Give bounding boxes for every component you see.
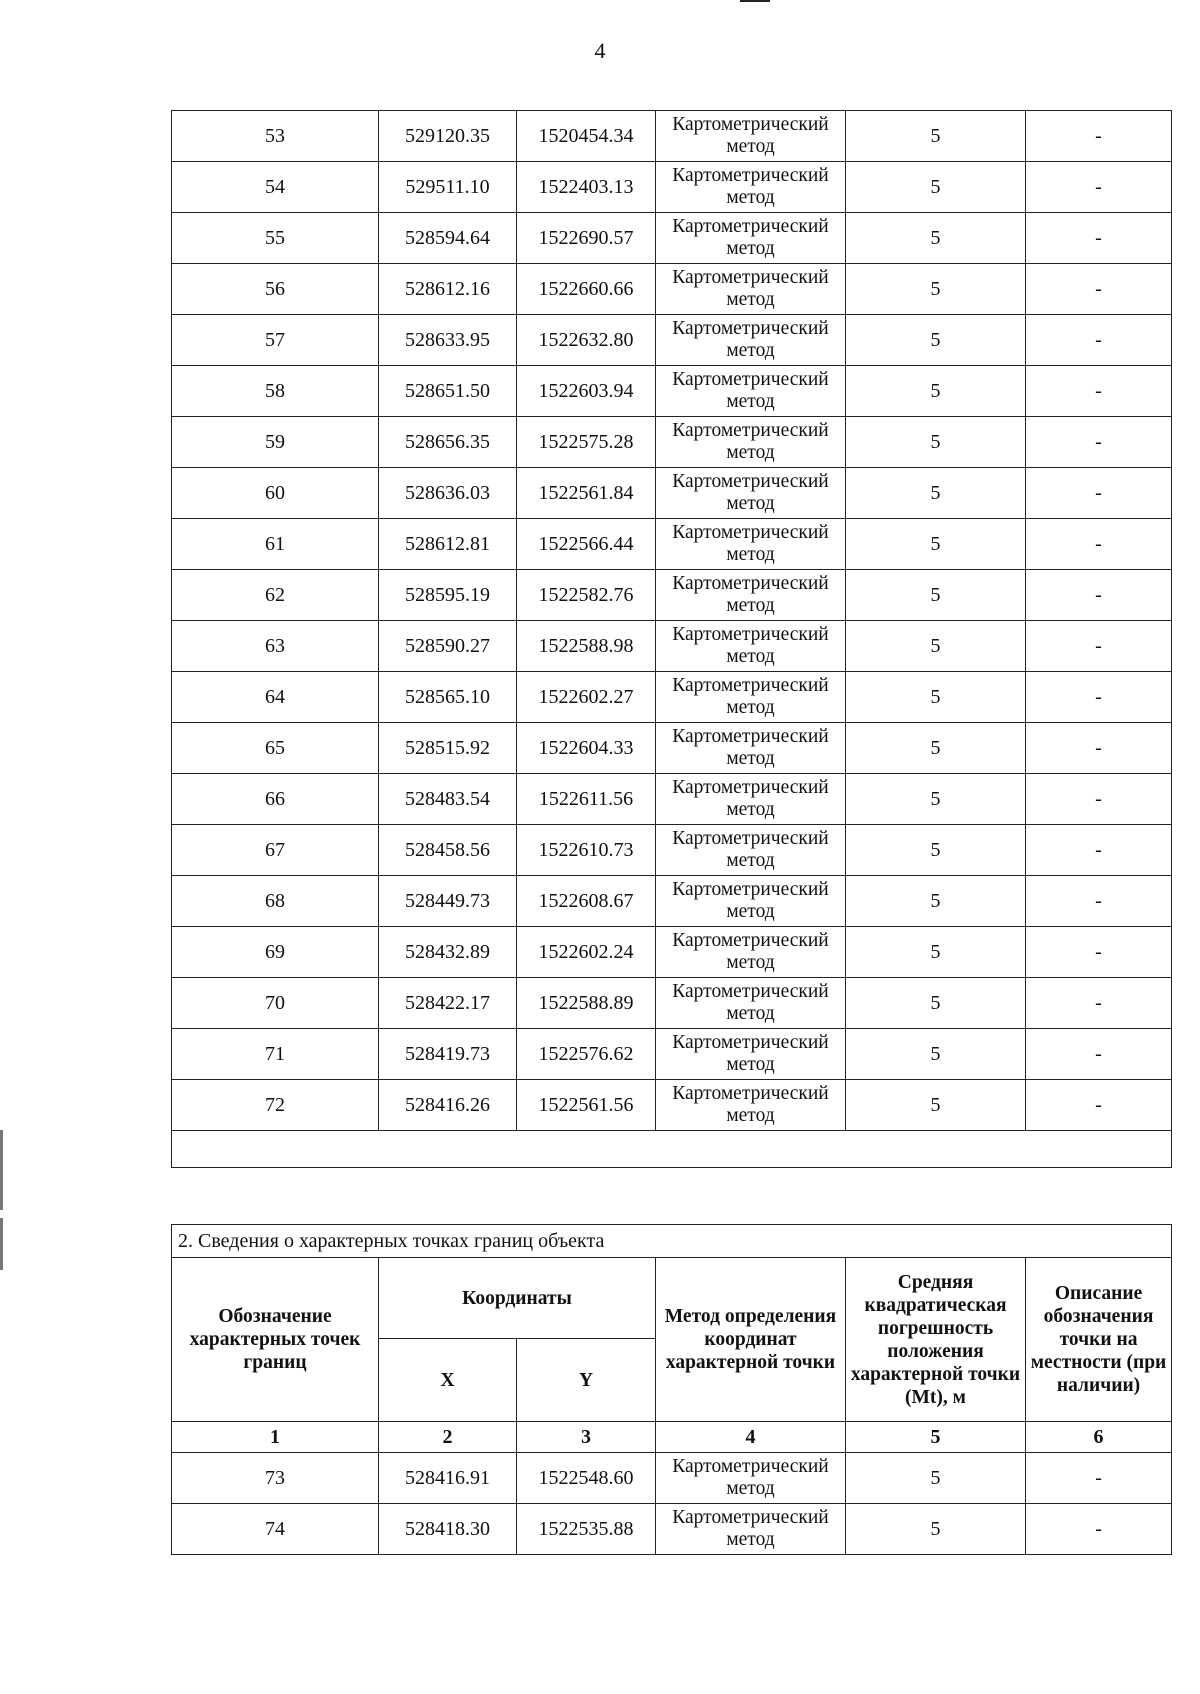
point-number: 65 xyxy=(172,723,379,774)
point-description: - xyxy=(1026,519,1172,570)
coord-x: 528636.03 xyxy=(379,468,517,519)
point-number: 57 xyxy=(172,315,379,366)
coord-y: 1522690.57 xyxy=(517,213,656,264)
coord-x: 528651.50 xyxy=(379,366,517,417)
mt-error: 5 xyxy=(846,876,1026,927)
table-row xyxy=(172,621,1172,672)
coord-y: 1520454.34 xyxy=(517,111,656,162)
header-row xyxy=(172,1258,1172,1339)
method: Картометрический метод xyxy=(656,417,846,468)
header-designation: Обозначение характерных точек границ xyxy=(172,1258,379,1422)
table-row xyxy=(172,1029,1172,1080)
coord-x: 528419.73 xyxy=(379,1029,517,1080)
point-description: - xyxy=(1026,570,1172,621)
coord-x: 528590.27 xyxy=(379,621,517,672)
mt-error: 5 xyxy=(846,621,1026,672)
column-number: 1 xyxy=(172,1422,379,1453)
method: Картометрический метод xyxy=(656,1080,846,1131)
point-number: 74 xyxy=(172,1504,379,1555)
coord-y: 1522602.27 xyxy=(517,672,656,723)
coord-x: 528565.10 xyxy=(379,672,517,723)
method: Картометрический метод xyxy=(656,723,846,774)
coord-x: 528595.19 xyxy=(379,570,517,621)
point-number: 62 xyxy=(172,570,379,621)
coord-y: 1522576.62 xyxy=(517,1029,656,1080)
coord-y: 1522603.94 xyxy=(517,366,656,417)
coord-x: 529511.10 xyxy=(379,162,517,213)
coord-y: 1522561.84 xyxy=(517,468,656,519)
table-row xyxy=(172,978,1172,1029)
point-description: - xyxy=(1026,366,1172,417)
point-description: - xyxy=(1026,876,1172,927)
method: Картометрический метод xyxy=(656,672,846,723)
header-method: Метод определения координат характерной точки xyxy=(656,1258,846,1422)
method: Картометрический метод xyxy=(656,162,846,213)
coord-x: 528416.91 xyxy=(379,1453,517,1504)
mt-error: 5 xyxy=(846,1504,1026,1555)
header-y: Y xyxy=(517,1339,656,1422)
method: Картометрический метод xyxy=(656,621,846,672)
table-row xyxy=(172,519,1172,570)
point-number: 69 xyxy=(172,927,379,978)
mt-error: 5 xyxy=(846,1029,1026,1080)
mt-error: 5 xyxy=(846,366,1026,417)
coord-x: 528432.89 xyxy=(379,927,517,978)
boundary-points-table-continued xyxy=(171,110,1172,1168)
point-number: 60 xyxy=(172,468,379,519)
table-row xyxy=(172,1504,1172,1555)
header-x: X xyxy=(379,1339,517,1422)
method: Картометрический метод xyxy=(656,111,846,162)
section-caption-row xyxy=(172,1225,1172,1258)
coord-x: 528612.16 xyxy=(379,264,517,315)
table-row xyxy=(172,366,1172,417)
table-row xyxy=(172,111,1172,162)
table-body xyxy=(172,111,1172,1168)
point-number: 56 xyxy=(172,264,379,315)
mt-error: 5 xyxy=(846,264,1026,315)
point-number: 68 xyxy=(172,876,379,927)
point-number: 63 xyxy=(172,621,379,672)
point-description: - xyxy=(1026,774,1172,825)
coord-x: 528515.92 xyxy=(379,723,517,774)
point-number: 66 xyxy=(172,774,379,825)
coord-x: 528422.17 xyxy=(379,978,517,1029)
coord-y: 1522604.33 xyxy=(517,723,656,774)
method: Картометрический метод xyxy=(656,570,846,621)
coord-y: 1522575.28 xyxy=(517,417,656,468)
point-description: - xyxy=(1026,978,1172,1029)
table-row xyxy=(172,468,1172,519)
header-coordinates: Координаты xyxy=(379,1258,656,1339)
top-scan-mark xyxy=(740,0,770,2)
coord-y: 1522566.44 xyxy=(517,519,656,570)
coord-x: 528449.73 xyxy=(379,876,517,927)
scan-edge-line xyxy=(0,1218,3,1270)
table-row xyxy=(172,825,1172,876)
point-description: - xyxy=(1026,264,1172,315)
coord-x: 528594.64 xyxy=(379,213,517,264)
method: Картометрический метод xyxy=(656,978,846,1029)
point-number: 61 xyxy=(172,519,379,570)
column-number: 2 xyxy=(379,1422,517,1453)
mt-error: 5 xyxy=(846,774,1026,825)
point-description: - xyxy=(1026,927,1172,978)
table-row xyxy=(172,315,1172,366)
point-description: - xyxy=(1026,1080,1172,1131)
point-description: - xyxy=(1026,468,1172,519)
point-number: 70 xyxy=(172,978,379,1029)
table-row xyxy=(172,162,1172,213)
method: Картометрический метод xyxy=(656,366,846,417)
method: Картометрический метод xyxy=(656,519,846,570)
point-description: - xyxy=(1026,723,1172,774)
table-row xyxy=(172,264,1172,315)
point-number: 54 xyxy=(172,162,379,213)
mt-error: 5 xyxy=(846,978,1026,1029)
column-number: 5 xyxy=(846,1422,1026,1453)
boundary-points-section-table xyxy=(171,1224,1172,1555)
coord-x: 528458.56 xyxy=(379,825,517,876)
coord-y: 1522602.24 xyxy=(517,927,656,978)
point-description: - xyxy=(1026,1453,1172,1504)
empty-cell xyxy=(172,1131,1172,1168)
table-row xyxy=(172,570,1172,621)
mt-error: 5 xyxy=(846,417,1026,468)
table-row xyxy=(172,672,1172,723)
point-description: - xyxy=(1026,417,1172,468)
point-number: 58 xyxy=(172,366,379,417)
header-mt: Средняя квадратическая погрешность положения характерной точки (Mt), м xyxy=(846,1258,1026,1422)
table-row xyxy=(172,927,1172,978)
point-number: 71 xyxy=(172,1029,379,1080)
point-number: 53 xyxy=(172,111,379,162)
coord-y: 1522632.80 xyxy=(517,315,656,366)
point-description: - xyxy=(1026,825,1172,876)
point-description: - xyxy=(1026,162,1172,213)
point-number: 73 xyxy=(172,1453,379,1504)
point-number: 59 xyxy=(172,417,379,468)
point-description: - xyxy=(1026,1029,1172,1080)
mt-error: 5 xyxy=(846,1080,1026,1131)
mt-error: 5 xyxy=(846,570,1026,621)
method: Картометрический метод xyxy=(656,1029,846,1080)
method: Картометрический метод xyxy=(656,315,846,366)
point-description: - xyxy=(1026,672,1172,723)
point-number: 64 xyxy=(172,672,379,723)
method: Картометрический метод xyxy=(656,468,846,519)
point-number: 72 xyxy=(172,1080,379,1131)
column-number: 4 xyxy=(656,1422,846,1453)
mt-error: 5 xyxy=(846,927,1026,978)
table-row xyxy=(172,774,1172,825)
method: Картометрический метод xyxy=(656,927,846,978)
page-number: 4 xyxy=(594,38,606,63)
mt-error: 5 xyxy=(846,162,1026,213)
method: Картометрический метод xyxy=(656,825,846,876)
point-description: - xyxy=(1026,213,1172,264)
coord-x: 529120.35 xyxy=(379,111,517,162)
table-row xyxy=(172,213,1172,264)
coord-x: 528633.95 xyxy=(379,315,517,366)
mt-error: 5 xyxy=(846,825,1026,876)
point-number: 67 xyxy=(172,825,379,876)
method: Картометрический метод xyxy=(656,213,846,264)
coord-y: 1522588.89 xyxy=(517,978,656,1029)
mt-error: 5 xyxy=(846,111,1026,162)
section-caption: 2. Сведения о характерных точках границ объекта xyxy=(172,1225,1172,1258)
point-description: - xyxy=(1026,111,1172,162)
coord-y: 1522608.67 xyxy=(517,876,656,927)
coord-y: 1522403.13 xyxy=(517,162,656,213)
point-description: - xyxy=(1026,621,1172,672)
point-number: 55 xyxy=(172,213,379,264)
coord-y: 1522588.98 xyxy=(517,621,656,672)
mt-error: 5 xyxy=(846,672,1026,723)
mt-error: 5 xyxy=(846,1453,1026,1504)
empty-table-row xyxy=(172,1131,1172,1168)
coord-x: 528483.54 xyxy=(379,774,517,825)
point-description: - xyxy=(1026,315,1172,366)
coord-x: 528612.81 xyxy=(379,519,517,570)
table-row xyxy=(172,876,1172,927)
coord-y: 1522610.73 xyxy=(517,825,656,876)
coord-y: 1522582.76 xyxy=(517,570,656,621)
column-number-row xyxy=(172,1422,1172,1453)
coord-x: 528416.26 xyxy=(379,1080,517,1131)
method: Картометрический метод xyxy=(656,1453,846,1504)
method: Картометрический метод xyxy=(656,774,846,825)
table-row xyxy=(172,723,1172,774)
mt-error: 5 xyxy=(846,468,1026,519)
mt-error: 5 xyxy=(846,723,1026,774)
coord-y: 1522611.56 xyxy=(517,774,656,825)
table-row xyxy=(172,1453,1172,1504)
method: Картометрический метод xyxy=(656,264,846,315)
method: Картометрический метод xyxy=(656,1504,846,1555)
mt-error: 5 xyxy=(846,315,1026,366)
table-row xyxy=(172,1080,1172,1131)
mt-error: 5 xyxy=(846,519,1026,570)
header-description: Описание обозначения точки на местности (при наличии) xyxy=(1026,1258,1172,1422)
scan-edge-line xyxy=(0,1130,3,1210)
coord-x: 528418.30 xyxy=(379,1504,517,1555)
coord-y: 1522548.60 xyxy=(517,1453,656,1504)
coord-y: 1522561.56 xyxy=(517,1080,656,1131)
coord-x: 528656.35 xyxy=(379,417,517,468)
coord-y: 1522660.66 xyxy=(517,264,656,315)
table-row xyxy=(172,417,1172,468)
column-number: 6 xyxy=(1026,1422,1172,1453)
point-description: - xyxy=(1026,1504,1172,1555)
column-number: 3 xyxy=(517,1422,656,1453)
coord-y: 1522535.88 xyxy=(517,1504,656,1555)
method: Картометрический метод xyxy=(656,876,846,927)
mt-error: 5 xyxy=(846,213,1026,264)
